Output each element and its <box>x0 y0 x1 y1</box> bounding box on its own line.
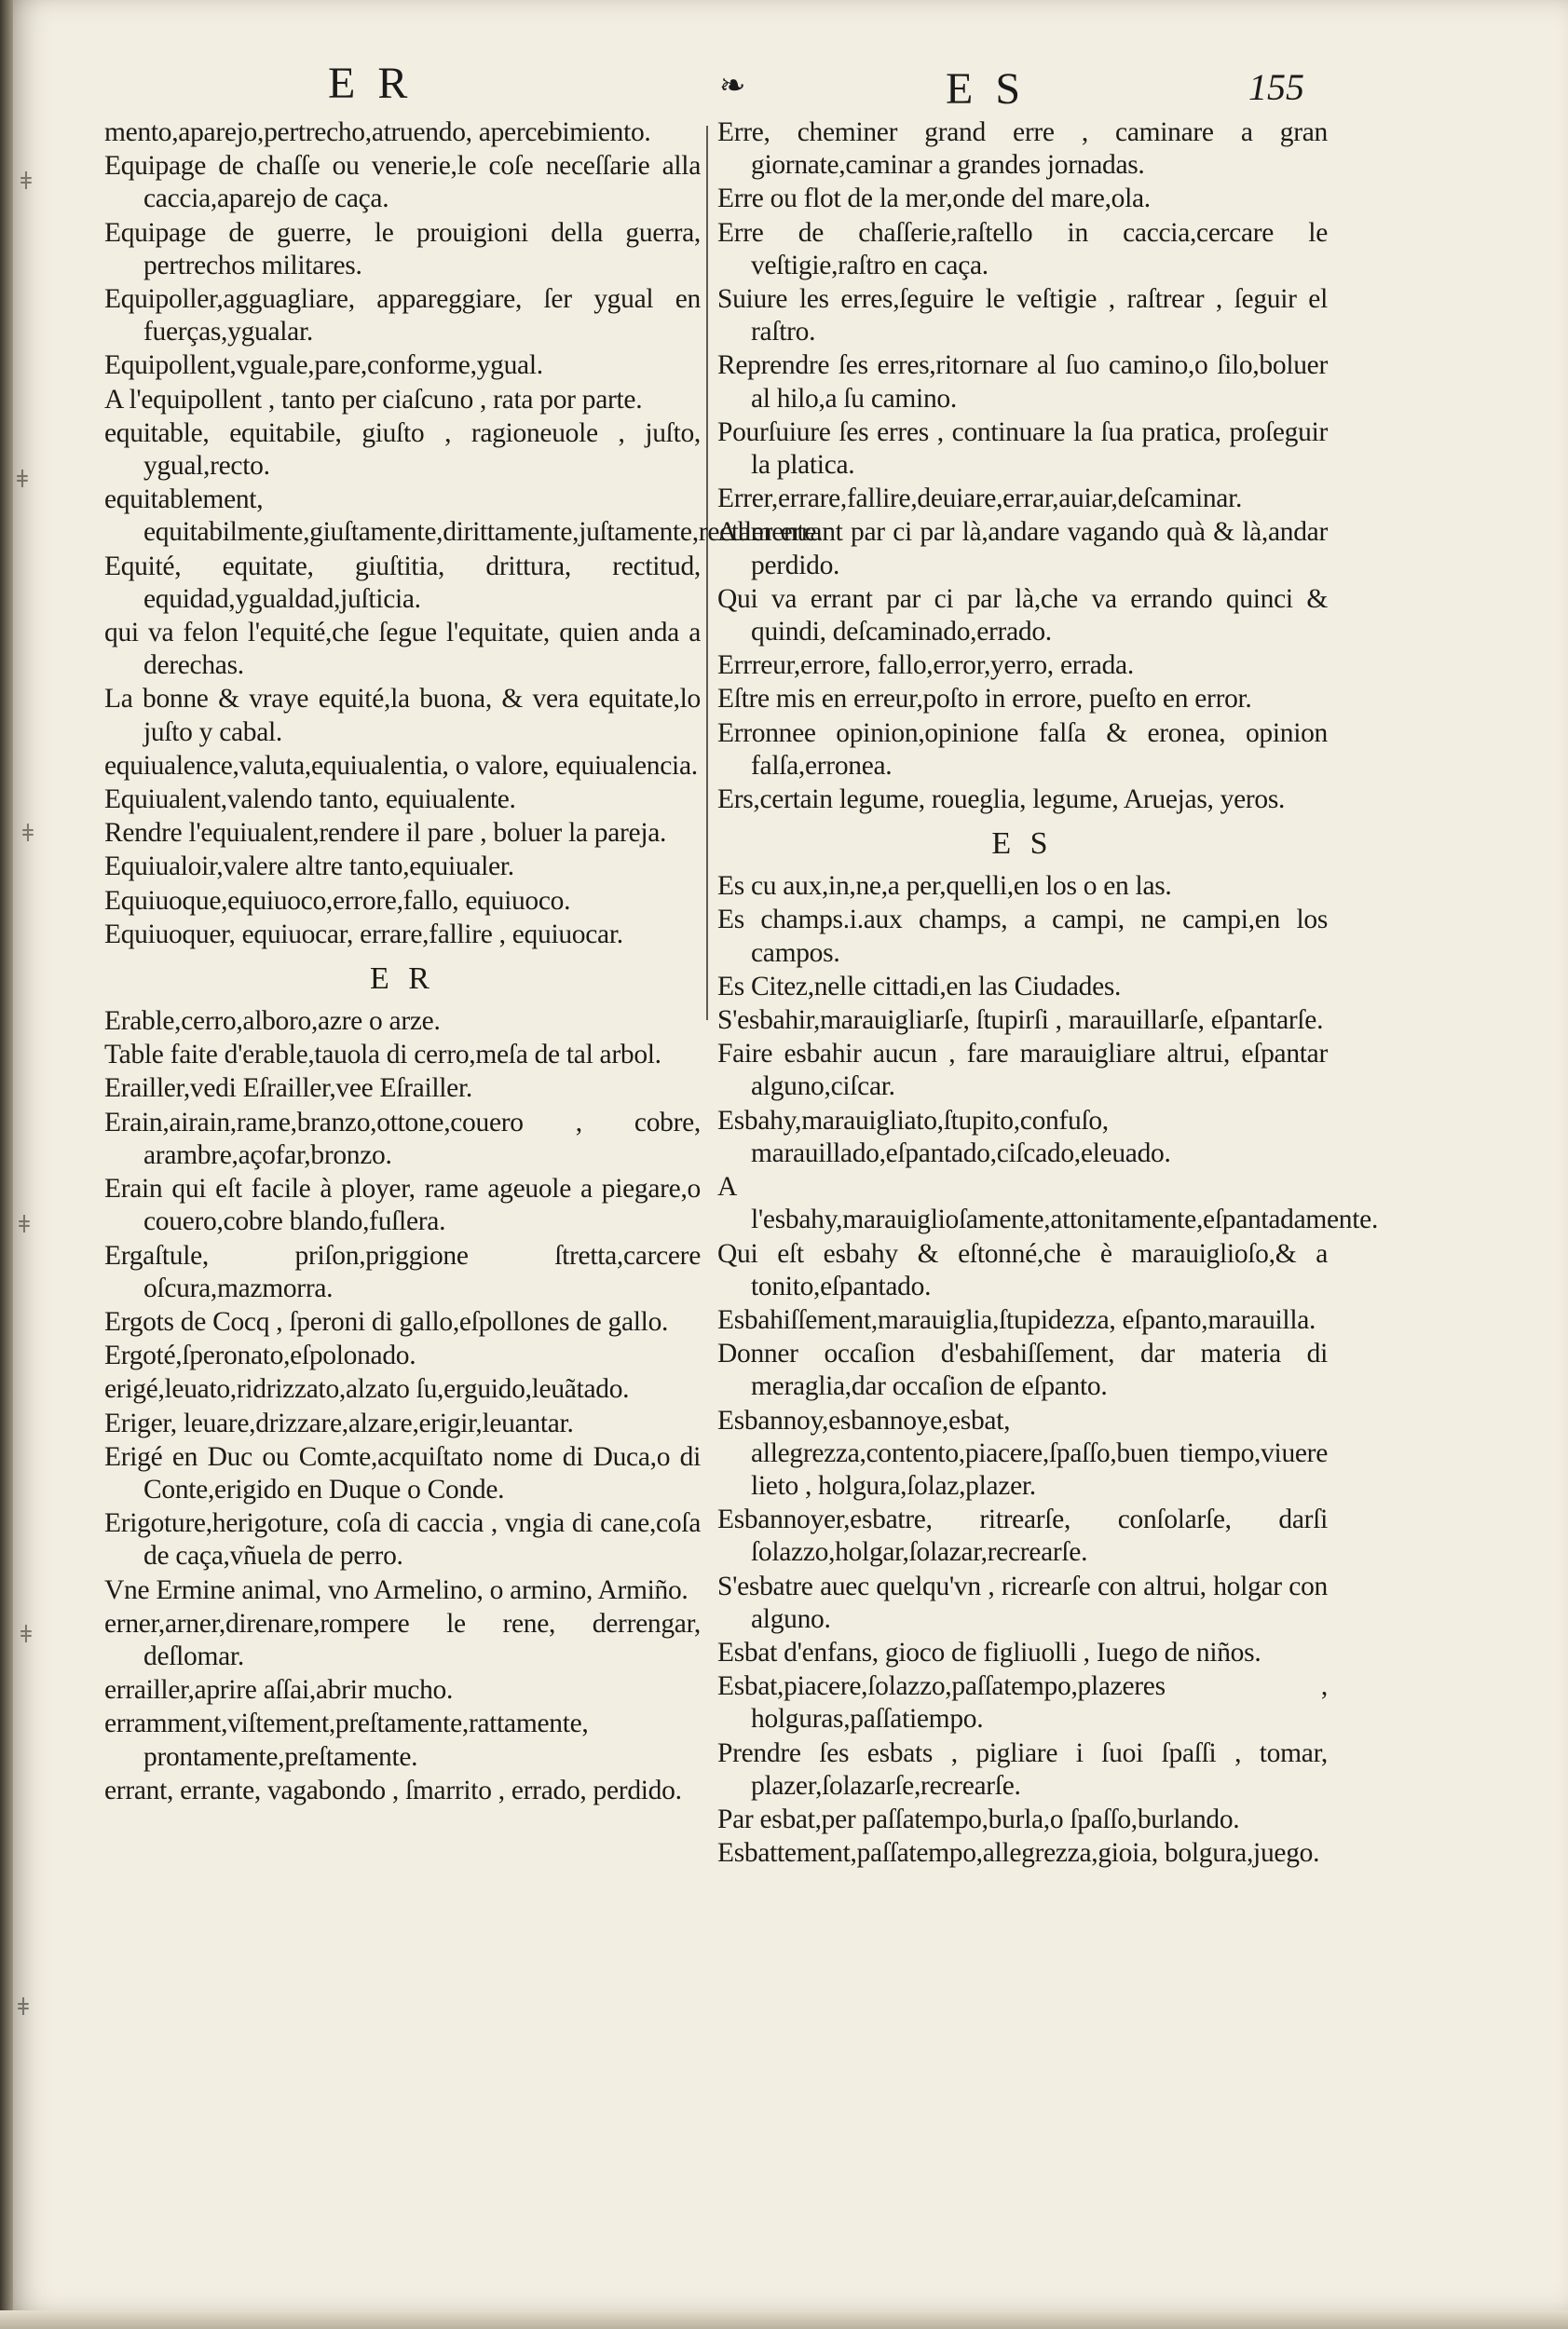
running-header <box>0 58 1568 123</box>
dictionary-entry: equitable, equitabile, giuſto , ragioneuole , juſto, ygual,recto. <box>104 417 701 482</box>
dictionary-entry: Erain qui eſt facile à ployer, rame ageuole a piegare,o couero,cobre blando,fuſlera. <box>104 1174 701 1237</box>
dictionary-entry: A l'esbahy,marauiglioſamente,attonitamente,eſpantadamente. <box>717 1172 1379 1235</box>
margin-marks <box>13 112 69 2254</box>
dictionary-entry: Es champs.i.aux champs, a campi, ne campi,en los campos. <box>717 905 1328 968</box>
dictionary-entry: erigé,leuato,ridrizzato,alzato ſu,erguido,leuãtado. <box>104 1374 630 1405</box>
page-bottom-edge <box>0 2310 1568 2329</box>
dictionary-entry: errailler,aprire aſſai,abrir mucho. <box>104 1675 454 1706</box>
dictionary-entry: Donner occaſion d'esbahiſſement, dar materia di meraglia,dar occaſion de eſpanto. <box>717 1339 1328 1402</box>
right-column <box>717 116 1379 1871</box>
dictionary-entry: Equiualent,valendo tanto, equiualente. <box>104 784 516 815</box>
dictionary-entry: Ergaſtule, priſon,priggione ſtretta,carcere oſcura,mazmorra. <box>104 1240 701 1303</box>
margin-mark: ǂ <box>19 1211 30 1239</box>
dictionary-entry: Erigoture,herigoture, coſa di caccia , vngia di cane,coſa de caça,vñuela de perro. <box>104 1508 701 1572</box>
page-number: 155 <box>1248 66 1304 108</box>
dictionary-entry: Suiure les erres,ſeguire le veſtigie , raſtrear , ſeguir el raſtro. <box>717 284 1328 347</box>
dictionary-entry: Pourſuiure ſes erres , continuare la ſua pratica, proſeguir la platica. <box>717 416 1328 481</box>
column-divider <box>706 126 708 1020</box>
dictionary-entry: Equipollent,vguale,pare,conforme,ygual. <box>104 350 543 381</box>
dictionary-entry: Prendre ſes esbats , pigliare i ſuoi ſpaſſi , tomar, plazer,ſolazarſe,recrearſe. <box>717 1737 1328 1801</box>
dictionary-entry: Equiuoque,equiuoco,errore,fallo, equiuoco. <box>104 885 571 916</box>
dictionary-entry: Ergots de Cocq , ſperoni di gallo,eſpollones de gallo. <box>104 1306 669 1337</box>
dictionary-entry: errant, errante, vagabondo , ſmarrito , errado, perdido. <box>104 1775 682 1805</box>
dictionary-entry: Erigé en Duc ou Comte,acquiſtato nome di Duca,o di Conte,erigido en Duque o Conde. <box>104 1441 701 1505</box>
dictionary-entry: La bonne & vraye equité,la buona, & vera equitate,lo juſto y cabal. <box>104 684 701 747</box>
dictionary-entry: Equiualoir,valere altre tanto,equiualer. <box>104 851 514 882</box>
dictionary-entry: Esbannoy,esbannoye,esbat, allegrezza,contento,piacere,ſpaſſo,buen tiempo,viuere lieto , holgura,ſolaz,plazer. <box>717 1405 1328 1501</box>
dictionary-entry: Par esbat,per paſſatempo,burla,o ſpaſſo,burlando. <box>717 1804 1240 1834</box>
dictionary-entry: Erre de chaſſerie,raſtello in caccia,cercare le veſtigie,raſtro en caça. <box>717 217 1328 280</box>
dictionary-entry: Esbahy,marauigliato,ſtupito,confuſo, marauillado,eſpantado,ciſcado,eleuado. <box>717 1105 1171 1168</box>
dictionary-entry: Table faite d'erable,tauola di cerro,meſa de tal arbol. <box>104 1040 661 1070</box>
right-entries <box>717 116 1328 816</box>
dictionary-entry: Eriger, leuare,drizzare,alzare,erigir,leuantar. <box>104 1408 574 1438</box>
dictionary-entry: Rendre l'equiualent,rendere il pare , boluer la pareja. <box>104 818 667 849</box>
right-entries-es <box>717 870 1379 1870</box>
page-gutter-shadow <box>0 0 13 2329</box>
left-entries-er <box>104 1005 701 1807</box>
dictionary-entry: Equipage de chaſſe ou venerie,le coſe neceſſarie alla caccia,aparejo de caça. <box>104 151 701 214</box>
dictionary-entry: Ers,certain legume, roueglia, legume, Aruejas, yeros. <box>717 784 1286 815</box>
section-heading-er: E R <box>370 961 435 997</box>
dictionary-entry: Faire esbahir aucun , fare marauigliare altrui, eſpantar alguno,ciſcar. <box>717 1039 1328 1102</box>
dictionary-entry: Equipage de guerre, le prouigioni della guerra, pertrechos militares. <box>104 217 701 280</box>
dictionary-entry: Esbattement,paſſatempo,allegrezza,gioia, bolgura,juego. <box>717 1838 1320 1869</box>
dictionary-entry: qui va felon l'equité,che ſegue l'equitate, quien anda a derechas. <box>104 618 701 681</box>
dictionary-entry: Aller errant par ci par là,andare vagando quà & là,andar perdido. <box>717 517 1328 580</box>
dictionary-entry: erner,arner,direnare,rompere le rene, derrengar, deſlomar. <box>104 1608 701 1671</box>
dictionary-entry: Erailler,vedi Eſrailler,vee Eſrailler. <box>104 1073 472 1104</box>
dictionary-entry: Qui eſt esbahy & eſtonné,che è marauiglioſo,& a tonito,eſpantado. <box>717 1238 1328 1301</box>
dictionary-entry: Es Citez,nelle cittadi,en las Ciudades. <box>717 971 1122 1001</box>
margin-mark: ǂ <box>20 1621 32 1649</box>
dictionary-entry: Equipoller,agguagliare, appareggiare, ſer ygual en fuerças,ygualar. <box>104 284 701 347</box>
margin-mark: ǂ <box>22 820 34 848</box>
header-left-letters: E R <box>328 59 414 108</box>
dictionary-entry: Erable,cerro,alboro,azre o arze. <box>104 1006 441 1037</box>
dictionary-entry: S'esbahir,marauigliarſe, ſtupirſi , marauillarſe, eſpantarſe. <box>717 1005 1324 1036</box>
dictionary-entry: erramment,viſtement,preſtamente,rattamente, prontamente,preſtamente. <box>104 1709 589 1772</box>
dictionary-entry: Qui va errant par ci par là,che va errando quinci & quindi, deſcaminado,errado. <box>717 583 1328 647</box>
dictionary-entry: Erronnee opinion,opinione falſa & eronea, opinion falſa,erronea. <box>717 717 1328 781</box>
dictionary-entry: A l'equipollent , tanto per ciaſcuno , rata por parte. <box>104 384 643 415</box>
dictionary-entry: Erre, cheminer grand erre , caminare a gran giornate,caminar a grandes jornadas. <box>717 117 1328 181</box>
left-column <box>104 116 824 1808</box>
dictionary-entry: Esbahiſſement,marauiglia,ſtupidezza, eſpanto,marauilla. <box>717 1304 1316 1335</box>
dictionary-entry: Erre ou flot de la mer,onde del mare,ola. <box>717 184 1151 214</box>
section-heading-es: E S <box>991 826 1054 862</box>
dictionary-entry: Erain,airain,rame,branzo,ottone,couero , cobre, arambre,açofar,bronzo. <box>104 1107 701 1170</box>
margin-mark: ǂ <box>17 466 28 494</box>
dictionary-entry: mento,aparejo,pertrecho,atruendo, apercebimiento. <box>104 117 651 147</box>
dictionary-entry: Equité, equitate, giuſtitia, drittura, rectitud, equidad,ygualdad,juſticia. <box>104 551 701 614</box>
dictionary-entry: S'esbatre auec quelqu'vn , ricrearſe con altrui, holgar con alguno. <box>717 1571 1328 1634</box>
dictionary-entry: Esbannoyer,esbatre, ritrearſe, conſolarſe, darſi ſolazzo,holgar,ſolazar,recrearſe. <box>717 1505 1328 1568</box>
dictionary-entry: Reprendre ſes erres,ritornare al ſuo camino,o ſilo,boluer al hilo,a ſu camino. <box>717 350 1328 414</box>
dictionary-entry: Esbat d'enfans, gioco de figliuolli , Iuego de niños. <box>717 1637 1261 1668</box>
dictionary-entry: Vne Ermine animal, vno Armelino, o armino, Armiño. <box>104 1574 689 1605</box>
dictionary-entry: Errer,errare,fallire,deuiare,errar,auiar,deſcaminar. <box>717 484 1243 514</box>
margin-mark: ǂ <box>20 168 32 196</box>
left-entries <box>104 116 824 951</box>
dictionary-entry: equitablement, equitabilmente,giuſtamente,dirittamente,juſtamente,rectamente. <box>104 484 824 548</box>
dictionary-entry: Eſtre mis en erreur,poſto in errore, pueſto en error. <box>717 684 1252 715</box>
dictionary-entry: equiualence,valuta,equiualentia, o valore, equiualencia. <box>104 750 698 781</box>
dictionary-entry: Esbat,piacere,ſolazzo,paſſatempo,plazeres , holguras,paſſatiempo. <box>717 1671 1328 1735</box>
header-ornament-icon: ❧ <box>719 69 746 103</box>
dictionary-entry: Errreur,errore, fallo,error,yerro, errada. <box>717 650 1134 681</box>
dictionary-entry: Es cu aux,in,ne,a per,quelli,en los o en las. <box>717 871 1172 902</box>
dictionary-entry: Ergoté,ſperonato,eſpolonado. <box>104 1341 416 1371</box>
dictionary-entry: Equiuoquer, equiuocar, errare,fallire , equiuocar. <box>104 919 623 949</box>
margin-mark: ǂ <box>18 1994 29 2022</box>
header-right-letters: E S <box>946 64 1027 114</box>
